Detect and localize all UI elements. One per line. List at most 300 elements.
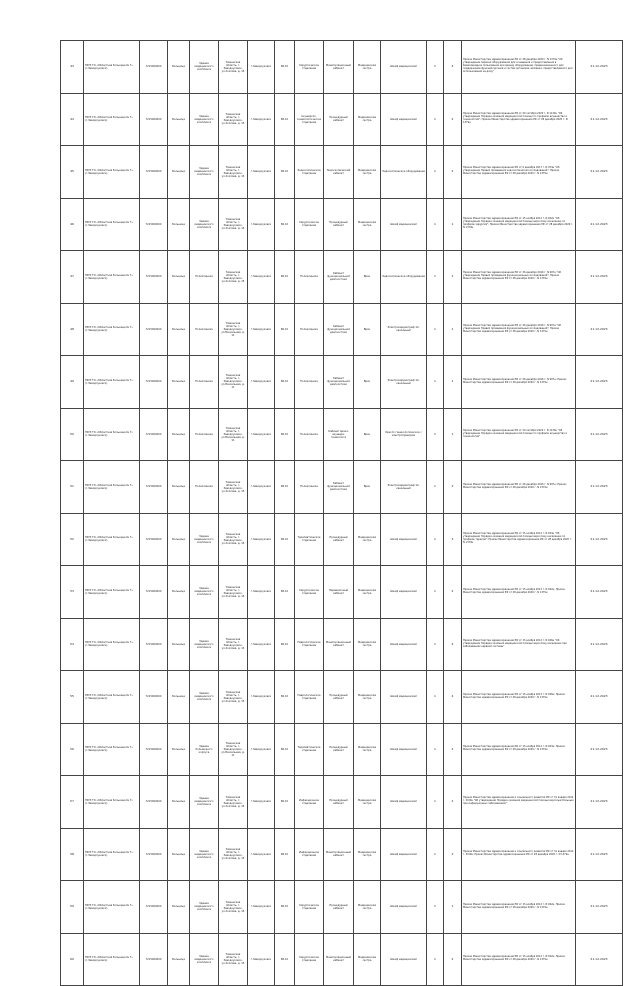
cell-equip: Шкаф медицинский: [381, 93, 427, 146]
cell-address: Тюменская область, г. Заводоуковск, ул.Хохлова, д. 15: [219, 881, 248, 934]
table-row: [61, 251, 623, 304]
cell-no: 46: [61, 198, 84, 251]
table-row: [61, 618, 623, 671]
cell-qty1: 1: [427, 933, 444, 986]
cell-equip: Шкаф медицинский: [381, 671, 427, 724]
cell-qty2: 2: [444, 723, 462, 776]
table-row: [61, 303, 623, 356]
cell-equip: Шкаф медицинский: [381, 828, 427, 881]
cell-city: г.Заводоуковск: [248, 828, 275, 881]
cell-org: ГБУЗ ТО «Областная больница № 7» (г.Заводоуковск): [84, 146, 140, 199]
cell-dept: Поликлиника: [295, 461, 324, 514]
cell-date: 21.12.2023: [576, 146, 623, 199]
cell-equip: Шкаф медицинский: [381, 513, 427, 566]
cell-dept: Инфекционное отделение: [295, 828, 324, 881]
cell-staff: Медицинская сестра: [354, 723, 381, 776]
cell-okved: 86.10: [275, 93, 295, 146]
cell-no: 45: [61, 146, 84, 199]
cell-equip: Кресло гинекологическое с электроприводом: [381, 408, 427, 461]
cell-okved: 86.10: [275, 251, 295, 304]
table-body: [61, 41, 623, 986]
cell-room: Процедурный кабинет: [324, 776, 354, 829]
cell-type: Больница: [168, 461, 190, 514]
cell-code: 7215000000: [140, 566, 168, 619]
cell-code: 7215000000: [140, 513, 168, 566]
cell-law: Приказ Министерства здравоохранения РФ от 15 ноября 2012 г. N 926н; Приказ Министерства здравоохранения РФ от 28 декабря 2020 г. N 1379н: [462, 671, 576, 724]
cell-type: Больница: [168, 566, 190, 619]
cell-staff: Медицинская сестра: [354, 776, 381, 829]
cell-law: Приказ Министерства здравоохранения РФ от 15 ноября 2012 г. N 926н "Об утверждении Порядка оказания медицинской помощи взрослому населению при заболеваниях нервной системы": [462, 618, 576, 671]
cell-type: Больница: [168, 513, 190, 566]
cell-qty1: 1: [427, 723, 444, 776]
cell-building: Поликлиника: [190, 303, 219, 356]
cell-no: 43: [61, 41, 84, 94]
cell-room: Манипуляционный кабинет: [324, 828, 354, 881]
cell-room: Кабинет функциональной диагностики: [324, 461, 354, 514]
cell-qty2: 4: [444, 671, 462, 724]
cell-law: Приказ Министерства здравоохранения РФ от 15 ноября 2012 г. N 923н; Приказ Министерства здравоохранения РФ от 28 декабря 2020 г. N 1379н: [462, 723, 576, 776]
cell-code: 7215000000: [140, 881, 168, 934]
cell-date: 21.12.2023: [576, 723, 623, 776]
cell-code: 7215000000: [140, 723, 168, 776]
cell-dept: Акушерско-гинекологическое отделение: [295, 93, 324, 146]
cell-qty1: 1: [427, 93, 444, 146]
cell-qty1: 1: [427, 356, 444, 409]
cell-date: 21.12.2023: [576, 828, 623, 881]
cell-staff: Медицинская сестра: [354, 566, 381, 619]
cell-no: 53: [61, 566, 84, 619]
cell-law: Приказ Министерства здравоохранения РФ от 6 декабря 2017 г. N 974н "Об утверждении Правил проведения эндоскопических исследований"; Приказ Министерства здравоохранения РФ от 28 декабря 2020 г. N 1379н: [462, 146, 576, 199]
cell-room: Процедурный кабинет: [324, 513, 354, 566]
cell-code: 7215000000: [140, 41, 168, 94]
cell-law: Приказ Министерства здравоохранения РФ от 28 декабря 2020 г. N 1379н "Об утверждении перечня оборудования для оснащения и предоставления в безвозмездное пользование или аренду оборудования, предназначенного для поддержания функций органов и систем организма человека, предоставляемого для использования на дому": [462, 41, 576, 94]
cell-address: Тюменская область, г. Заводоуковск, ул.Хохлова, д. 15: [219, 146, 248, 199]
cell-equip: Шкаф медицинский: [381, 723, 427, 776]
cell-type: Больница: [168, 776, 190, 829]
cell-city: г.Заводоуковск: [248, 776, 275, 829]
cell-staff: Врач: [354, 303, 381, 356]
cell-type: Больница: [168, 408, 190, 461]
cell-code: 7215000000: [140, 93, 168, 146]
cell-qty2: 2: [444, 933, 462, 986]
cell-date: 21.12.2023: [576, 776, 623, 829]
cell-qty2: 3: [444, 513, 462, 566]
cell-address: Тюменская область, г. Заводоуковск, ул.Хохлова, д. 15: [219, 41, 248, 94]
cell-dept: Хирургическое отделение: [295, 881, 324, 934]
cell-building: Здание медицинского комплекса: [190, 41, 219, 94]
cell-building: Здание медицинского комплекса: [190, 566, 219, 619]
cell-dept: Поликлиника: [295, 251, 324, 304]
cell-org: ГБУЗ ТО «Областная больница № 7» (г.Заводоуковск): [84, 251, 140, 304]
cell-no: 52: [61, 513, 84, 566]
cell-qty1: 1: [427, 408, 444, 461]
cell-qty2: 1: [444, 881, 462, 934]
table-row: [61, 461, 623, 514]
cell-law: Приказ Министерства здравоохранения РФ от 15 ноября 2012 г. N 922н; Приказ Министерства здравоохранения РФ от 28 декабря 2020 г. N 1379н: [462, 566, 576, 619]
cell-address: Тюменская область, г. Заводоуковск, ул.Вокзальная, д. 11: [219, 723, 248, 776]
cell-room: Перевязочный кабинет: [324, 566, 354, 619]
cell-qty2: 2: [444, 776, 462, 829]
cell-type: Больница: [168, 93, 190, 146]
cell-room: Кабинет функциональной диагностики: [324, 251, 354, 304]
cell-dept: Хирургическое отделение: [295, 198, 324, 251]
cell-qty1: 1: [427, 461, 444, 514]
cell-address: Тюменская область, г. Заводоуковск, ул.Хохлова, д. 15: [219, 198, 248, 251]
cell-room: Кабинет функциональной диагностики: [324, 356, 354, 409]
cell-dept: Инфекционное отделение: [295, 776, 324, 829]
cell-code: 7215000000: [140, 933, 168, 986]
cell-qty2: 2: [444, 566, 462, 619]
cell-type: Больница: [168, 356, 190, 409]
table-row: [61, 828, 623, 881]
cell-org: ГБУЗ ТО «Областная больница № 7» (г.Заводоуковск): [84, 41, 140, 94]
cell-staff: Медицинская сестра: [354, 513, 381, 566]
cell-qty2: 4: [444, 41, 462, 94]
cell-qty1: 1: [427, 146, 444, 199]
cell-code: 7215000000: [140, 146, 168, 199]
cell-equip: Электрокардиограф 12-канальный: [381, 461, 427, 514]
cell-type: Больница: [168, 303, 190, 356]
cell-org: ГБУЗ ТО «Областная больница № 7» (г.Заводоуковск): [84, 933, 140, 986]
cell-city: г.Заводоуковск: [248, 93, 275, 146]
cell-okved: 86.10: [275, 461, 295, 514]
cell-dept: Поликлиника: [295, 356, 324, 409]
cell-city: г.Заводоуковск: [248, 513, 275, 566]
cell-okved: 86.10: [275, 618, 295, 671]
cell-staff: Врач: [354, 356, 381, 409]
table-row: [61, 41, 623, 94]
cell-address: Тюменская область, г. Заводоуковск, ул.Хохлова, д. 15: [219, 776, 248, 829]
cell-no: 51: [61, 461, 84, 514]
cell-org: ГБУЗ ТО «Областная больница № 7» (г.Заводоуковск): [84, 671, 140, 724]
cell-type: Больница: [168, 881, 190, 934]
cell-room: Процедурный кабинет: [324, 881, 354, 934]
cell-date: 21.12.2023: [576, 356, 623, 409]
table-row: [61, 933, 623, 986]
cell-building: Здание медицинского комплекса: [190, 618, 219, 671]
cell-dept: Хирургическое отделение: [295, 566, 324, 619]
cell-no: 60: [61, 933, 84, 986]
cell-equip: Электрокардиограф 12-канальный: [381, 303, 427, 356]
cell-qty1: 1: [427, 881, 444, 934]
cell-okved: 86.10: [275, 356, 295, 409]
cell-date: 21.12.2023: [576, 881, 623, 934]
cell-qty1: 1: [427, 198, 444, 251]
cell-type: Больница: [168, 618, 190, 671]
cell-city: г.Заводоуковск: [248, 303, 275, 356]
cell-address: Тюменская область, г. Заводоуковск, ул.Хохлова, д. 15: [219, 671, 248, 724]
cell-address: Тюменская область, г. Заводоуковск, ул.Хохлова, д. 15: [219, 618, 248, 671]
cell-equip: Шкаф медицинский: [381, 881, 427, 934]
cell-type: Больница: [168, 146, 190, 199]
cell-org: ГБУЗ ТО «Областная больница № 7» (г.Заводоуковск): [84, 723, 140, 776]
cell-city: г.Заводоуковск: [248, 41, 275, 94]
cell-staff: Врач: [354, 251, 381, 304]
cell-code: 7215000000: [140, 198, 168, 251]
cell-staff: Врач: [354, 461, 381, 514]
cell-qty1: 1: [427, 776, 444, 829]
cell-qty2: 2: [444, 461, 462, 514]
cell-okved: 86.10: [275, 723, 295, 776]
cell-room: Манипуляционный кабинет: [324, 618, 354, 671]
table-row: [61, 671, 623, 724]
cell-equip: Шкаф медицинский: [381, 198, 427, 251]
cell-city: г.Заводоуковск: [248, 618, 275, 671]
cell-room: Процедурный кабинет: [324, 671, 354, 724]
cell-law: Приказ Министерства здравоохранения и социального развития РФ от 31 января 2012 г. N 69н; Приказ Министерства здравоохранения РФ от 28 декабря 2020 г. N 1379н: [462, 828, 576, 881]
table-row: [61, 198, 623, 251]
cell-equip: Электрокардиограф 12-канальный: [381, 356, 427, 409]
cell-address: Тюменская область, г. Заводоуковск, ул.Хохлова, д. 15: [219, 251, 248, 304]
cell-dept: Неврологическое отделение: [295, 618, 324, 671]
cell-qty1: 1: [427, 513, 444, 566]
cell-address: Тюменская область, г. Заводоуковск, ул.Хохлова, д. 15: [219, 93, 248, 146]
cell-equip: Эндоскопическое оборудование: [381, 146, 427, 199]
table-row: [61, 566, 623, 619]
cell-building: Поликлиника: [190, 408, 219, 461]
cell-law: Приказ Министерства здравоохранения РФ от 20 октября 2020 г. N 1130н "Об утверждении Порядка оказания медицинской помощи по профилю акушерство и гинекология"; Приказ Министерства здравоохранения РФ от 28 декабря 2020 г. N 1379н: [462, 93, 576, 146]
cell-no: 49: [61, 356, 84, 409]
cell-dept: Эндоскопическое отделение: [295, 146, 324, 199]
cell-qty2: 1: [444, 356, 462, 409]
cell-equip: Шкаф медицинский: [381, 41, 427, 94]
cell-city: г.Заводоуковск: [248, 461, 275, 514]
cell-org: ГБУЗ ТО «Областная больница № 7» (г.Заводоуковск): [84, 566, 140, 619]
cell-org: ГБУЗ ТО «Областная больница № 7» (г.Заводоуковск): [84, 356, 140, 409]
cell-org: ГБУЗ ТО «Областная больница № 7» (г.Заводоуковск): [84, 828, 140, 881]
cell-equip: Шкаф медицинский: [381, 933, 427, 986]
cell-no: 57: [61, 776, 84, 829]
cell-date: 21.12.2023: [576, 251, 623, 304]
cell-city: г.Заводоуковск: [248, 356, 275, 409]
cell-no: 56: [61, 723, 84, 776]
cell-okved: 86.10: [275, 146, 295, 199]
cell-building: Здание медицинского комплекса: [190, 198, 219, 251]
cell-date: 21.12.2023: [576, 303, 623, 356]
cell-staff: Медицинская сестра: [354, 828, 381, 881]
cell-address: Тюменская область, г. Заводоуковск, ул.Вокзальная, д. 11: [219, 356, 248, 409]
cell-city: г.Заводоуковск: [248, 881, 275, 934]
cell-room: Процедурный кабинет: [324, 93, 354, 146]
cell-staff: Медицинская сестра: [354, 933, 381, 986]
table-row: [61, 146, 623, 199]
cell-code: 7215000000: [140, 356, 168, 409]
cell-okved: 86.10: [275, 513, 295, 566]
cell-building: Здание больничного корпуса: [190, 723, 219, 776]
cell-address: Тюменская область, г. Заводоуковск, ул.Хохлова, д. 15: [219, 461, 248, 514]
cell-equip: Шкаф медицинский: [381, 618, 427, 671]
table-row: [61, 513, 623, 566]
cell-address: Тюменская область, г. Заводоуковск, ул.Вокзальная, д. 11: [219, 408, 248, 461]
cell-qty2: 4: [444, 618, 462, 671]
cell-qty1: 1: [427, 566, 444, 619]
cell-org: ГБУЗ ТО «Областная больница № 7» (г.Заводоуковск): [84, 408, 140, 461]
cell-address: Тюменская область, г. Заводоуковск, ул.Хохлова, д. 15: [219, 566, 248, 619]
cell-qty2: 2: [444, 828, 462, 881]
cell-no: 54: [61, 618, 84, 671]
cell-staff: Медицинская сестра: [354, 198, 381, 251]
cell-code: 7215000000: [140, 408, 168, 461]
cell-type: Больница: [168, 251, 190, 304]
cell-type: Больница: [168, 723, 190, 776]
cell-law: Приказ Министерства здравоохранения РФ от 15 ноября 2012 г. N 922н; Приказ Министерства здравоохранения РФ от 28 декабря 2020 г. N 1379н: [462, 933, 576, 986]
cell-city: г.Заводоуковск: [248, 671, 275, 724]
cell-dept: Терапевтическое отделение: [295, 513, 324, 566]
cell-dept: Поликлиника: [295, 408, 324, 461]
cell-equip: Шкаф медицинский: [381, 776, 427, 829]
cell-staff: Медицинская сестра: [354, 671, 381, 724]
cell-law: Приказ Министерства здравоохранения РФ от 26 декабря 2016 г. N 997н; Приказ Министерства здравоохранения РФ от 28 декабря 2020 г. N 1379н: [462, 356, 576, 409]
cell-city: г.Заводоуковск: [248, 933, 275, 986]
cell-building: Здание медицинского комплекса: [190, 881, 219, 934]
table-row: [61, 408, 623, 461]
cell-code: 7215000000: [140, 303, 168, 356]
cell-no: 55: [61, 671, 84, 724]
cell-qty1: 1: [427, 41, 444, 94]
cell-date: 21.12.2023: [576, 93, 623, 146]
cell-code: 7215000000: [140, 461, 168, 514]
cell-code: 7215000000: [140, 828, 168, 881]
cell-building: Поликлиника: [190, 251, 219, 304]
cell-type: Больница: [168, 828, 190, 881]
cell-okved: 86.10: [275, 933, 295, 986]
cell-qty2: 1: [444, 303, 462, 356]
cell-address: Тюменская область, г. Заводоуковск, ул.Вокзальная, д. 11: [219, 303, 248, 356]
cell-date: 21.12.2023: [576, 41, 623, 94]
cell-qty1: 1: [427, 251, 444, 304]
cell-staff: Медицинская сестра: [354, 881, 381, 934]
cell-qty2: 1: [444, 198, 462, 251]
cell-building: Здание медицинского комплекса: [190, 671, 219, 724]
cell-type: Больница: [168, 198, 190, 251]
cell-okved: 86.10: [275, 881, 295, 934]
cell-staff: Медицинская сестра: [354, 93, 381, 146]
cell-code: 7215000000: [140, 251, 168, 304]
cell-type: Больница: [168, 41, 190, 94]
cell-dept: Хирургическое отделение: [295, 41, 324, 94]
cell-law: Приказ Министерства здравоохранения РФ от 15 ноября 2012 г. N 923н "Об утверждении Порядка оказания медицинской помощи взрослому населению по профилю терапия"; Приказ Министерства здравоохранения РФ от 28 декабря 2020 г. N 1379н: [462, 513, 576, 566]
cell-dept: Неврологическое отделение: [295, 671, 324, 724]
cell-building: Здание медицинского комплекса: [190, 146, 219, 199]
cell-dept: Поликлиника: [295, 303, 324, 356]
cell-city: г.Заводоуковск: [248, 198, 275, 251]
cell-city: г.Заводоуковск: [248, 251, 275, 304]
cell-okved: 86.10: [275, 408, 295, 461]
cell-no: 58: [61, 828, 84, 881]
cell-date: 21.12.2023: [576, 461, 623, 514]
cell-qty2: 1: [444, 408, 462, 461]
cell-no: 47: [61, 251, 84, 304]
cell-address: Тюменская область, г. Заводоуковск, ул.Хохлова, д. 15: [219, 933, 248, 986]
cell-date: 21.12.2023: [576, 408, 623, 461]
cell-law: Приказ Министерства здравоохранения РФ от 26 декабря 2016 г. N 997н "Об утверждении Правил проведения функциональных исследований"; Приказ Министерства здравоохранения РФ от 28 декабря 2020 г. N 1379н: [462, 303, 576, 356]
cell-building: Здание медицинского комплекса: [190, 828, 219, 881]
cell-type: Больница: [168, 933, 190, 986]
table-row: [61, 356, 623, 409]
cell-law: Приказ Министерства здравоохранения РФ от 26 декабря 2016 г. N 997н "Об утверждении Правил проведения функциональных исследований"; Приказ Министерства здравоохранения РФ от 28 декабря 2020 г. N 1379н: [462, 251, 576, 304]
cell-room: Кабинет врача-акушера-гинеколога: [324, 408, 354, 461]
cell-city: г.Заводоуковск: [248, 146, 275, 199]
cell-law: Приказ Министерства здравоохранения РФ от 26 декабря 2016 г. N 997н; Приказ Министерства здравоохранения РФ от 28 декабря 2020 г. N 1379н: [462, 461, 576, 514]
cell-room: Манипуляционный кабинет: [324, 933, 354, 986]
cell-okved: 86.10: [275, 566, 295, 619]
table-row: [61, 881, 623, 934]
cell-building: Поликлиника: [190, 461, 219, 514]
cell-date: 21.12.2023: [576, 198, 623, 251]
cell-staff: Врач: [354, 408, 381, 461]
cell-org: ГБУЗ ТО «Областная больница № 7» (г.Заводоуковск): [84, 881, 140, 934]
cell-okved: 86.10: [275, 828, 295, 881]
cell-staff: Медицинская сестра: [354, 41, 381, 94]
cell-equip: Шкаф медицинский: [381, 566, 427, 619]
cell-qty1: 1: [427, 618, 444, 671]
cell-org: ГБУЗ ТО «Областная больница № 7» (г.Заводоуковск): [84, 618, 140, 671]
cell-building: Здание медицинского комплекса: [190, 933, 219, 986]
cell-qty2: 2: [444, 93, 462, 146]
cell-address: Тюменская область, г. Заводоуковск, ул.Хохлова, д. 15: [219, 513, 248, 566]
cell-building: Здание медицинского комплекса: [190, 93, 219, 146]
cell-date: 21.12.2023: [576, 566, 623, 619]
cell-address: Тюменская область, г. Заводоуковск, ул.Хохлова, д. 15: [219, 828, 248, 881]
cell-dept: Терапевтическое отделение: [295, 723, 324, 776]
cell-room: Процедурный кабинет: [324, 723, 354, 776]
table-row: [61, 723, 623, 776]
cell-room: Кабинет функциональной диагностики: [324, 303, 354, 356]
cell-staff: Медицинская сестра: [354, 618, 381, 671]
cell-org: ГБУЗ ТО «Областная больница № 7» (г.Заводоуковск): [84, 198, 140, 251]
cell-date: 21.12.2023: [576, 618, 623, 671]
cell-okved: 86.10: [275, 776, 295, 829]
cell-no: 50: [61, 408, 84, 461]
cell-staff: Медицинская сестра: [354, 146, 381, 199]
table-row: [61, 93, 623, 146]
cell-law: Приказ Министерства здравоохранения РФ от 15 ноября 2012 г. N 922н "Об утверждении Порядка оказания медицинской помощи взрослому населению по профилю хирургия"; Приказ Министерства здравоохранения РФ от 28 декабря 2020 г. N 1379н: [462, 198, 576, 251]
cell-law: Приказ Министерства здравоохранения и социального развития РФ от 31 января 2012 г. N 69н "Об утверждении Порядка оказания медицинской помощи взрослым больным при инфекционных заболеваниях": [462, 776, 576, 829]
cell-room: Процедурный кабинет: [324, 198, 354, 251]
cell-okved: 86.10: [275, 303, 295, 356]
cell-code: 7215000000: [140, 671, 168, 724]
cell-qty1: 1: [427, 303, 444, 356]
cell-qty2: 2: [444, 146, 462, 199]
cell-no: 59: [61, 881, 84, 934]
cell-equip: Эндоскопическое оборудование: [381, 251, 427, 304]
cell-date: 21.12.2023: [576, 671, 623, 724]
equipment-table: [60, 40, 623, 986]
cell-okved: 86.10: [275, 671, 295, 724]
cell-dept: Хирургическое отделение: [295, 933, 324, 986]
table-row: [61, 776, 623, 829]
cell-qty1: 1: [427, 671, 444, 724]
cell-city: г.Заводоуковск: [248, 408, 275, 461]
cell-org: ГБУЗ ТО «Областная больница № 7» (г.Заводоуковск): [84, 303, 140, 356]
cell-code: 7215000000: [140, 618, 168, 671]
cell-type: Больница: [168, 671, 190, 724]
cell-org: ГБУЗ ТО «Областная больница № 7» (г.Заводоуковск): [84, 93, 140, 146]
cell-org: ГБУЗ ТО «Областная больница № 7» (г.Заводоуковск): [84, 776, 140, 829]
cell-org: ГБУЗ ТО «Областная больница № 7» (г.Заводоуковск): [84, 513, 140, 566]
cell-building: Здание медицинского комплекса: [190, 776, 219, 829]
cell-law: Приказ Министерства здравоохранения РФ от 20 октября 2020 г. N 1130н "Об утверждении Порядка оказания медицинской помощи по профилю акушерство и гинекология": [462, 408, 576, 461]
cell-building: Здание медицинского комплекса: [190, 513, 219, 566]
cell-okved: 86.10: [275, 198, 295, 251]
cell-no: 44: [61, 93, 84, 146]
cell-city: г.Заводоуковск: [248, 566, 275, 619]
cell-no: 48: [61, 303, 84, 356]
cell-law: Приказ Министерства здравоохранения РФ от 15 ноября 2012 г. N 922н; Приказ Министерства здравоохранения РФ от 28 декабря 2020 г. N 1379н: [462, 881, 576, 934]
document-page: [60, 40, 608, 966]
cell-city: г.Заводоуковск: [248, 723, 275, 776]
cell-okved: 86.10: [275, 41, 295, 94]
